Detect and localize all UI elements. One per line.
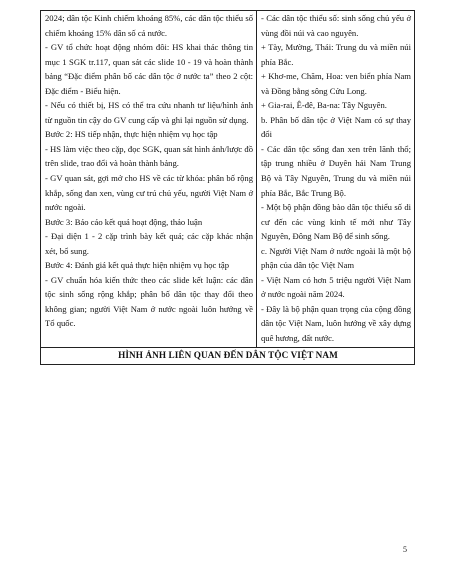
images-section-heading: HÌNH ẢNH LIÊN QUAN ĐẾN DÂN TỘC VIỆT NAM bbox=[41, 347, 415, 364]
paragraph-left-8: - Đại diện 1 - 2 cặp trình bày kết quả; các cặp khác nhận xét, bổ sung. bbox=[45, 231, 253, 256]
lesson-table bbox=[40, 10, 415, 365]
paragraph-left-5: - HS làm việc theo cặp, đọc SGK, quan sát hình ảnh/lược đồ trên slide, trao đổi và hoàn thành bảng. bbox=[45, 143, 253, 169]
step-2-heading: Bước 2: HS tiếp nhận, thực hiện nhiệm vụ học tập bbox=[45, 129, 218, 140]
section-b-heading: b. Phân bố dân tộc ở Việt Nam có sự thay đổi bbox=[261, 114, 411, 140]
paragraph-left-2: - GV tổ chức hoạt động nhóm đôi: HS khai thác thông tin mục 1 SGK tr.117, quan sát các slide 10 - 19 và hoàn thành bảng “Đặc điểm phân bố các dân tộc ở nước ta” theo 2 cột: Đặc điểm - Biểu hiện. bbox=[45, 42, 253, 96]
paragraph-right-7: - Một bộ phận đồng bào dân tộc thiểu số di cư đến các vùng kinh tế mới như Tây Nguyên, Đông Nam Bộ để sinh sống. bbox=[261, 202, 411, 242]
footer-row bbox=[41, 347, 415, 364]
section-c-heading: c. Người Việt Nam ở nước ngoài là một bộ phận của dân tộc Việt Nam bbox=[261, 245, 411, 271]
step-4-heading: Bước 4: Đánh giá kết quả thực hiện nhiệm vụ học tập bbox=[45, 260, 230, 271]
paragraph-right-9: - Việt Nam có hơn 5 triệu người Việt Nam ở nước ngoài năm 2024. bbox=[261, 274, 411, 300]
paragraph-right-10: - Đây là bộ phận quan trọng của cộng đồng dân tộc Việt Nam, luôn hướng về xây dựng quê hương, đất nước. bbox=[261, 303, 411, 344]
paragraph-right-2: + Tày, Mường, Thái: Trung du và miền núi phía Bắc. bbox=[261, 42, 411, 67]
paragraph-left-6: - GV quan sát, gợi mở cho HS về các từ khóa: phân bố rộng khắp, sống đan xen, vùng cư trú chủ yếu, người Việt Nam ở nước ngoài. bbox=[45, 173, 253, 213]
paragraph-left-1: 2024; dân tộc Kinh chiếm khoảng 85%, các dân tộc thiểu số chiếm khoảng 15% dân số cả nước. bbox=[45, 13, 253, 38]
paragraph-right-4: + Gia-rai, Ê-đê, Ba-na: Tây Nguyên. bbox=[261, 100, 387, 111]
teacher-student-activity-cell bbox=[41, 11, 257, 348]
paragraph-right-3: + Khơ-me, Chăm, Hoa: ven biển phía Nam và Đồng bằng sông Cửu Long. bbox=[261, 71, 411, 96]
paragraph-left-10: - GV chuẩn hóa kiến thức theo các slide kết luận: các dân tộc sinh sống rộng khắp; phân bố dân tộc thay đổi theo không gian; người Việt Nam ở nước ngoài luôn hướng về Tổ quốc. bbox=[45, 274, 253, 329]
page-number: 5 bbox=[403, 545, 407, 554]
paragraph-right-1: - Các dân tộc thiểu số: sinh sống chủ yếu ở vùng đồi núi và cao nguyên. bbox=[261, 13, 411, 38]
expected-product-cell bbox=[257, 11, 415, 348]
paragraph-left-3: - Nếu có thiết bị, HS có thể tra cứu nhanh tư liệu/hình ảnh từ nguồn tin cậy do GV cung cấp và ghi lại nguồn sử dụng. bbox=[45, 100, 253, 125]
content-row bbox=[41, 11, 415, 348]
paragraph-right-6: - Các dân tộc sống đan xen trên lãnh thổ; tập trung nhiều ở Duyên hải Nam Trung Bộ và Tây Nguyên, Trung du và miền núi phía Bắc, Bắc Trung Bộ. bbox=[261, 143, 411, 198]
step-3-heading: Bước 3: Báo cáo kết quả hoạt động, thảo luận bbox=[45, 216, 203, 227]
